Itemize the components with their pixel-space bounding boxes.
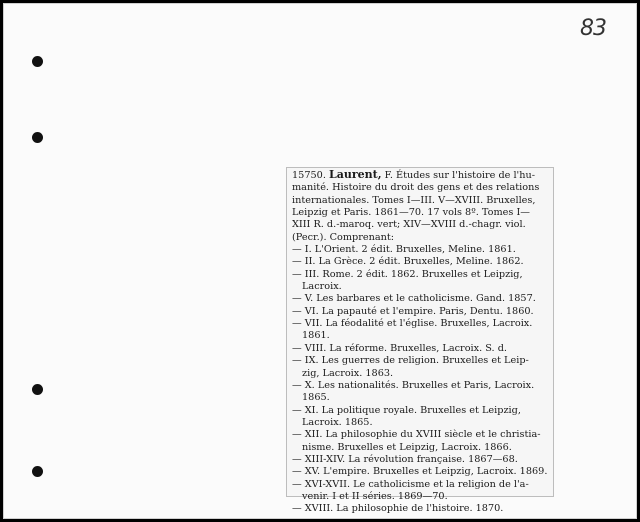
punch-hole: [32, 56, 43, 67]
entry-line: — VI. La papauté et l'empire. Paris, Dentu. 1860.: [292, 305, 534, 317]
entry-line: Lacroix.: [302, 281, 342, 293]
entry-line: (Pecr.). Comprenant:: [292, 231, 395, 243]
entry-line: — XVIII. La philosophie de l'histoire. 1870.: [292, 503, 504, 515]
catalog-clipping: [286, 167, 554, 515]
entry-line: — XIII-XIV. La révolution française. 1867—68.: [292, 453, 518, 465]
entry-line: — V. Les barbares et le catholicisme. Gand. 1857.: [292, 293, 536, 305]
entry-line: — VII. La féodalité et l'église. Bruxelles, Lacroix.: [292, 318, 533, 330]
entry-line: venir. I et II séries. 1869—70.: [302, 490, 448, 502]
entry-line: — X. Les nationalités. Bruxelles et Paris, Lacroix.: [292, 379, 535, 391]
entry-number: 15750.: [292, 170, 329, 181]
entry-line: nisme. Bruxelles et Leipzig, Lacroix. 1866.: [302, 441, 512, 453]
entry-line: internationales. Tomes I—III. V—XVIII. Bruxelles,: [292, 194, 536, 206]
entry-line: — III. Rome. 2 édit. 1862. Bruxelles et Leipzig,: [292, 268, 523, 280]
entry-line: — XVI-XVII. Le catholicisme et la religion de l'a-: [292, 478, 529, 490]
entry-line: — XV. L'empire. Bruxelles et Leipzig, Lacroix. 1869.: [292, 466, 548, 478]
punch-hole: [32, 132, 43, 143]
entry-line: — VIII. La réforme. Bruxelles, Lacroix. S. d.: [292, 342, 507, 354]
entry-author: Laurent,: [328, 169, 382, 181]
punch-hole: [32, 384, 43, 395]
entry-line: XIII R. d.-maroq. vert; XIV—XVIII d.-chagr. viol.: [292, 219, 526, 231]
entry-line: manité. Histoire du droit des gens et des relations: [292, 182, 540, 194]
entry-line-text: F. Études sur l'histoire de l'hu-: [381, 170, 535, 181]
entry-line: zig, Lacroix. 1863.: [302, 367, 394, 379]
entry-line: Leipzig et Paris. 1861—70. 17 vols 8º. Tomes I—: [292, 207, 530, 219]
entry-line: — IX. Les guerres de religion. Bruxelles et Leip-: [292, 355, 529, 367]
entry-line: Lacroix. 1865.: [302, 416, 373, 428]
entry-line: — XII. La philosophie du XVIII siècle et le christia-: [292, 429, 541, 441]
entry-line: 1861.: [302, 330, 330, 342]
entry-line: — II. La Grèce. 2 édit. Bruxelles, Meline. 1862.: [292, 256, 524, 268]
page-number: 83: [580, 16, 606, 41]
entry-text: [292, 169, 549, 516]
entry-line: — XI. La politique royale. Bruxelles et Leipzig,: [292, 404, 521, 416]
entry-line: — I. L'Orient. 2 édit. Bruxelles, Meline. 1861.: [292, 244, 516, 256]
entry-line: 1865.: [302, 392, 330, 404]
scanned-page: [3, 3, 637, 519]
punch-hole: [32, 466, 43, 477]
entry-line: [292, 169, 549, 182]
